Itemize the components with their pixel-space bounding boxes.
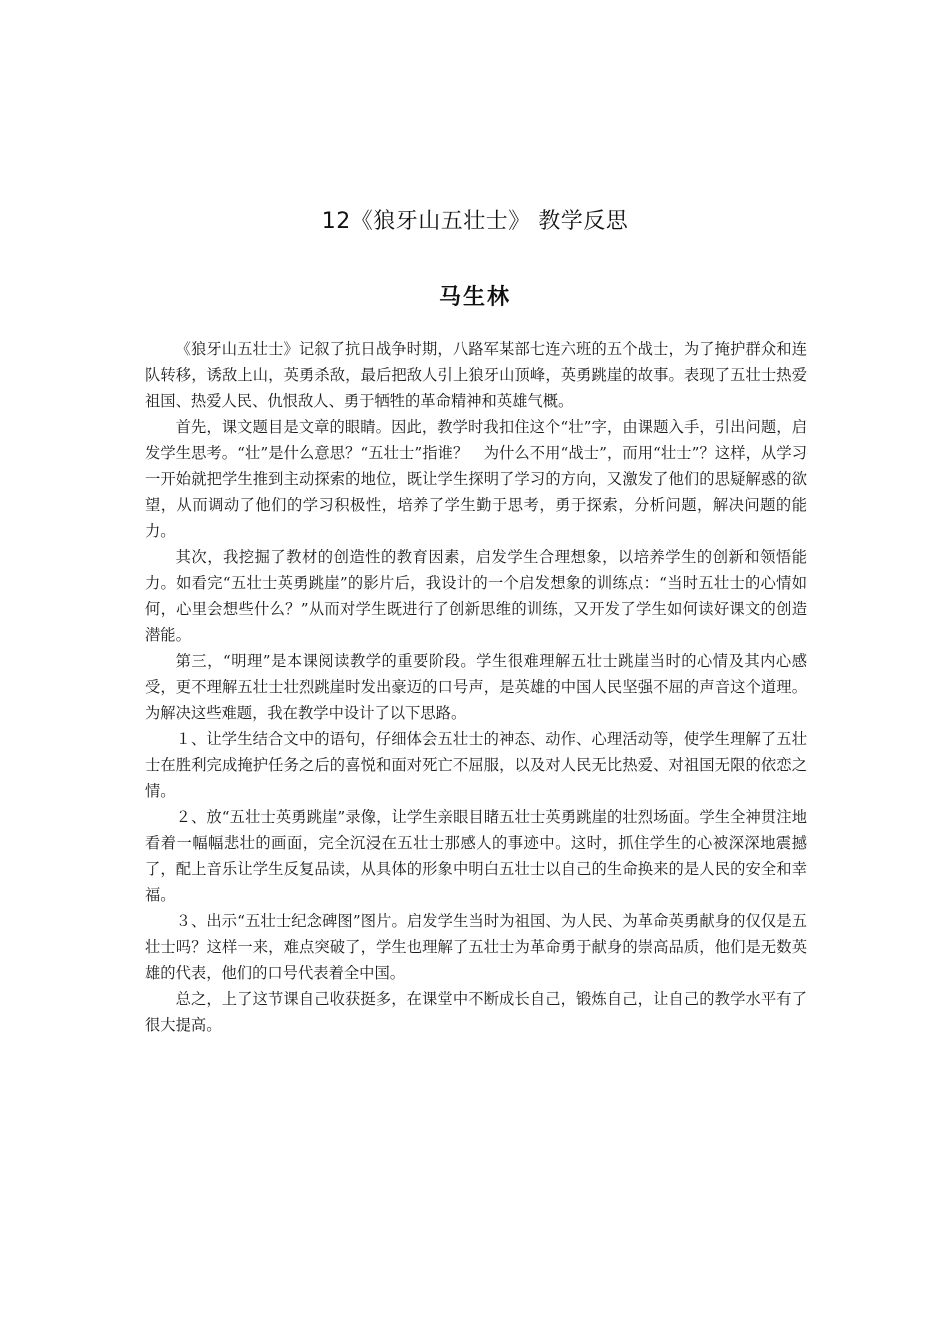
paragraph: ３、出示“五壮士纪念碑图”图片。启发学生当时为祖国、为人民、为革命英勇献身的仅仅是五壮士吗？这样一来，难点突破了，学生也理解了五壮士为革命勇于献身的崇高品质，他们是无数英雄的代表，他们的口号代表着全中国。 [145, 912, 807, 982]
paragraph: 总之，上了这节课自己收获挺多，在课堂中不断成长自己，锻炼自己，让自己的教学水平有了很大提高。 [145, 990, 807, 1034]
paragraph: 首先，课文题目是文章的眼睛。因此，教学时我扣住这个“壮”字，由课题入手，引出问题，启发学生思考。“壮”是什么意思？“五壮士”指谁？ 为什么不用“战士”，而用“壮士”？这样，从学习一开始就把学生推到主动探索的地位，既让学生探明了学习的方向，又激发了他们的思疑解惑的欲望，从而调动了他们的学习积极性，培养了学生勤于思考，勇于探索，分析问题，解决问题的能力。 [145, 418, 807, 540]
paragraph: 其次，我挖掘了教材的创造性的教育因素，启发学生合理想象，以培养学生的创新和领悟能力。如看完“五壮士英勇跳崖”的影片后，我设计的一个启发想象的训练点：“当时五壮士的心情如何，心里会想些什么？”从而对学生既进行了创新思维的训练，又开发了学生如何读好课文的创造潜能。 [145, 548, 807, 644]
paragraph: 《狼牙山五壮士》记叙了抗日战争时期，八路军某部七连六班的五个战士，为了掩护群众和连队转移，诱敌上山，英勇杀敌，最后把敌人引上狼牙山顶峰，英勇跳崖的故事。表现了五壮士热爱祖国、热爱人民、仇恨敌人、勇于牺牲的革命精神和英雄气概。 [145, 340, 807, 410]
paragraph: ２、放“五壮士英勇跳崖”录像，让学生亲眼目睹五壮士英勇跳崖的壮烈场面。学生全神贯注地看着一幅幅悲壮的画面，完全沉浸在五壮士那感人的事迹中。这时，抓住学生的心被深深地震撼了，配上音乐让学生反复品读，从具体的形象中明白五壮士以自己的生命换来的是人民的安全和幸福。 [145, 808, 807, 904]
document-title: 12《狼牙山五壮士》 教学反思 [321, 209, 629, 234]
document-author: 马生林 [438, 285, 511, 310]
document-body [145, 336, 807, 1038]
paragraph: 第三，“明理”是本课阅读教学的重要阶段。学生很难理解五壮士跳崖当时的心情及其内心感受，更不理解五壮士壮烈跳崖时发出豪迈的口号声，是英雄的中国人民坚强不屈的声音这个道理。为解决这些难题，我在教学中设计了以下思路。 [145, 652, 807, 722]
paragraph: １、让学生结合文中的语句，仔细体会五壮士的神态、动作、心理活动等，使学生理解了五壮士在胜利完成掩护任务之后的喜悦和面对死亡不屈服，以及对人民无比热爱、对祖国无限的依恋之情。 [145, 730, 807, 800]
